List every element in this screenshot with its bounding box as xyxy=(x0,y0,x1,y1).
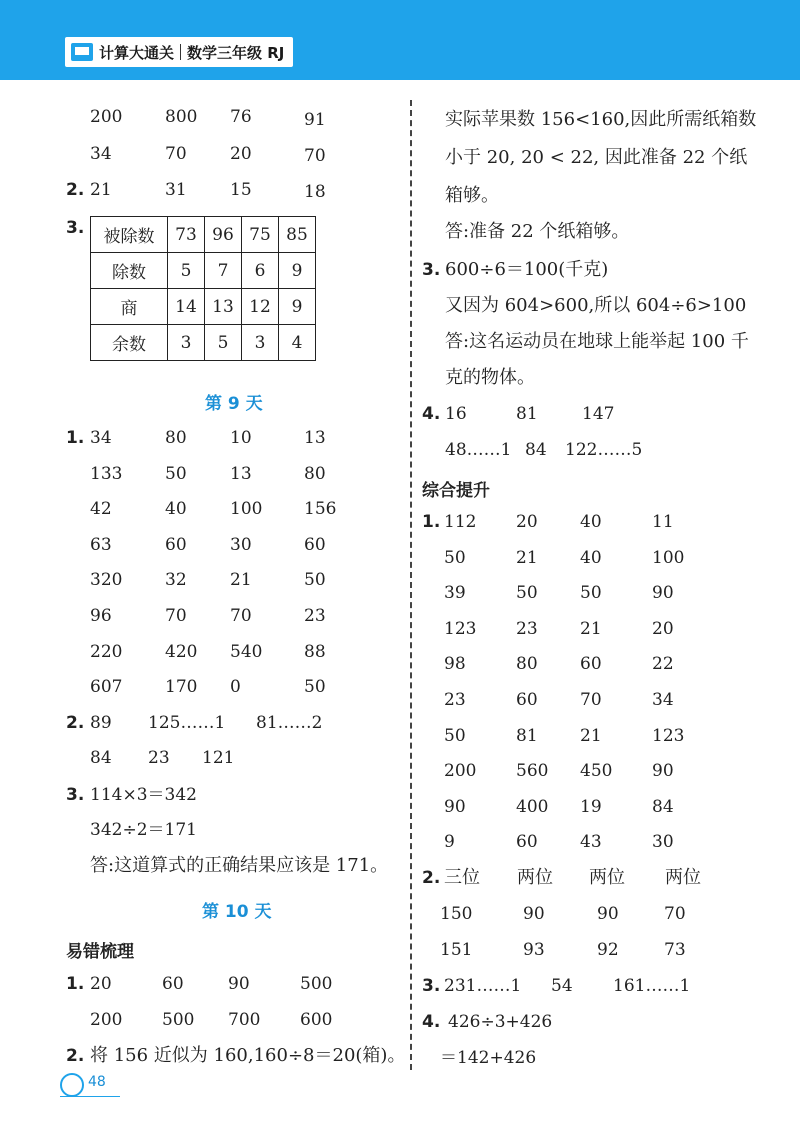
text-line: 小于 20, 20 < 22, 因此准备 22 个纸 xyxy=(445,147,748,168)
cell: 30 xyxy=(652,832,674,853)
cell: 21 xyxy=(90,180,112,200)
cell: 133 xyxy=(90,463,123,484)
cell: 170 xyxy=(165,677,198,698)
cell: 84 xyxy=(652,796,674,817)
cell: 200 xyxy=(90,107,123,127)
table-cell: 9 xyxy=(279,253,316,289)
cell: 560 xyxy=(516,761,549,782)
question-number: 2. xyxy=(66,713,85,733)
cell: 48……1 xyxy=(445,440,512,460)
cell: 500 xyxy=(300,974,333,994)
equation: 600÷6＝100(千克) xyxy=(445,259,609,280)
cell: 231……1 xyxy=(444,976,522,996)
cell: 91 xyxy=(304,110,326,130)
table-cell: 3 xyxy=(242,325,279,361)
cell: 21 xyxy=(516,547,538,568)
header-title: 计算大通关 xyxy=(99,43,175,62)
question-number: 3. xyxy=(422,976,441,996)
question-number: 1. xyxy=(422,512,441,532)
cell: 70 xyxy=(230,606,252,626)
cell: 81 xyxy=(516,725,538,746)
question-number: 3. xyxy=(66,785,85,805)
cell: 600 xyxy=(300,1010,333,1030)
cell: 80 xyxy=(304,463,326,484)
cell: 32 xyxy=(165,570,187,591)
cell: 10 xyxy=(230,428,252,448)
question-number: 3. xyxy=(66,218,85,238)
cell: 0 xyxy=(230,677,241,698)
cell: 80 xyxy=(516,654,538,675)
cell: 84 xyxy=(525,440,547,460)
cell: 两位 xyxy=(589,867,625,888)
cell: 84 xyxy=(90,748,112,768)
cell: 31 xyxy=(165,180,187,200)
table-cell: 75 xyxy=(242,217,279,253)
cell: 42 xyxy=(90,499,112,520)
cell: 23 xyxy=(304,606,326,626)
cell: 400 xyxy=(516,796,549,817)
equation: ＝142+426 xyxy=(440,1048,537,1068)
cell: 39 xyxy=(444,583,466,604)
cell: 80 xyxy=(165,428,187,448)
cell: 90 xyxy=(228,974,250,994)
cell: 156 xyxy=(304,499,337,520)
table-cell: 5 xyxy=(168,253,205,289)
footer-line xyxy=(60,1096,120,1097)
header-tag xyxy=(65,37,293,67)
column-divider xyxy=(410,100,412,1070)
cell: 81……2 xyxy=(256,713,323,733)
question-number: 2. xyxy=(422,868,441,888)
cell: 13 xyxy=(230,463,252,484)
cell: 23 xyxy=(148,748,170,768)
table-cell: 余数 xyxy=(91,325,168,361)
cell: 两位 xyxy=(665,867,701,888)
cell: 60 xyxy=(304,534,326,555)
cell: 21 xyxy=(580,618,602,639)
cell: 147 xyxy=(582,404,615,424)
cell: 96 xyxy=(90,606,112,626)
text-line: 克的物体。 xyxy=(445,367,535,388)
answer-text: 答:这名运动员在地球上能举起 100 千 xyxy=(445,331,749,352)
equation: 114×3＝342 xyxy=(90,785,197,805)
equation: 342÷2＝171 xyxy=(90,820,197,840)
cell: 220 xyxy=(90,641,123,662)
sun-icon xyxy=(60,1073,84,1097)
cell: 50 xyxy=(304,570,326,591)
question-number: 4. xyxy=(422,1012,441,1032)
table-cell: 4 xyxy=(279,325,316,361)
cell: 50 xyxy=(516,583,538,604)
cell: 60 xyxy=(165,534,187,555)
cell: 23 xyxy=(444,690,466,710)
table-cell: 85 xyxy=(279,217,316,253)
question-number: 4. xyxy=(422,404,441,424)
cell: 607 xyxy=(90,677,123,698)
cell: 540 xyxy=(230,641,263,662)
table-cell: 除数 xyxy=(91,253,168,289)
table-cell: 3 xyxy=(168,325,205,361)
cell: 60 xyxy=(162,974,184,994)
text-line: 实际苹果数 156<160,因此所需纸箱数 xyxy=(445,109,757,130)
cell: 20 xyxy=(90,974,112,994)
table-cell: 13 xyxy=(205,289,242,325)
text-line: 又因为 604>600,所以 604÷6>100 xyxy=(445,295,747,316)
cell: 100 xyxy=(230,499,263,520)
text-line: 箱够。 xyxy=(445,185,499,206)
table-cell: 14 xyxy=(168,289,205,325)
cell: 70 xyxy=(165,606,187,626)
cell: 20 xyxy=(652,618,674,639)
cell: 112 xyxy=(444,512,477,532)
table-cell: 7 xyxy=(205,253,242,289)
cell: 34 xyxy=(90,144,112,164)
cell: 34 xyxy=(90,428,112,448)
cell: 63 xyxy=(90,534,112,555)
table-cell: 73 xyxy=(168,217,205,253)
cell: 34 xyxy=(652,690,674,710)
cell: 92 xyxy=(597,940,619,960)
cell: 60 xyxy=(516,690,538,710)
book-icon xyxy=(71,43,93,61)
cell: 90 xyxy=(652,761,674,782)
cell: 50 xyxy=(580,583,602,604)
cell: 90 xyxy=(523,904,545,924)
cell: 70 xyxy=(304,146,326,166)
cell: 161……1 xyxy=(613,976,691,996)
cell: 200 xyxy=(444,761,477,782)
day-9-title: 第 9 天 xyxy=(205,394,263,414)
table-cell: 5 xyxy=(205,325,242,361)
question-number: 2. xyxy=(66,1046,85,1066)
cell: 60 xyxy=(580,654,602,675)
table-cell: 96 xyxy=(205,217,242,253)
cell: 9 xyxy=(444,832,455,853)
cell: 20 xyxy=(230,144,252,164)
cell: 70 xyxy=(165,144,187,164)
cell: 70 xyxy=(664,904,686,924)
cell: 420 xyxy=(165,641,198,662)
question-number: 1. xyxy=(66,974,85,994)
cell: 16 xyxy=(445,404,467,424)
cell: 40 xyxy=(580,512,602,532)
cell: 15 xyxy=(230,180,252,200)
cell: 50 xyxy=(304,677,326,698)
cell: 73 xyxy=(664,940,686,960)
cell: 88 xyxy=(304,641,326,662)
day-10-title: 第 10 天 xyxy=(202,902,272,922)
section-heading: 易错梳理 xyxy=(66,942,134,962)
page-number: 48 xyxy=(88,1074,106,1090)
cell: 13 xyxy=(304,428,326,448)
cell: 54 xyxy=(551,976,573,996)
cell: 81 xyxy=(516,404,538,424)
cell: 123 xyxy=(652,725,685,746)
cell: 90 xyxy=(597,904,619,924)
cell: 两位 xyxy=(517,867,553,888)
answer-text: 答:这道算式的正确结果应该是 171。 xyxy=(90,855,389,876)
cell: 122……5 xyxy=(565,440,643,460)
cell: 30 xyxy=(230,534,252,555)
cell: 50 xyxy=(165,463,187,484)
question-number: 2. xyxy=(66,180,85,200)
cell: 22 xyxy=(652,654,674,675)
cell: 90 xyxy=(652,583,674,604)
cell: 98 xyxy=(444,654,466,675)
table-cell: 被除数 xyxy=(91,217,168,253)
cell: 60 xyxy=(516,832,538,853)
cell: 40 xyxy=(580,547,602,568)
cell: 151 xyxy=(440,940,473,960)
cell: 93 xyxy=(523,940,545,960)
table-cell: 商 xyxy=(91,289,168,325)
answer-text: 答:准备 22 个纸箱够。 xyxy=(445,221,630,242)
table-cell: 9 xyxy=(279,289,316,325)
cell: 20 xyxy=(516,512,538,532)
cell: 121 xyxy=(202,748,235,768)
cell: 500 xyxy=(162,1010,195,1030)
cell: 76 xyxy=(230,107,252,127)
cell: 450 xyxy=(580,761,613,782)
section-heading: 综合提升 xyxy=(422,481,490,501)
cell: 90 xyxy=(444,796,466,817)
cell: 21 xyxy=(580,725,602,746)
cell: 18 xyxy=(304,182,326,202)
cell: 150 xyxy=(440,904,473,924)
cell: 320 xyxy=(90,570,123,591)
cell: 200 xyxy=(90,1010,123,1030)
table-cell: 12 xyxy=(242,289,279,325)
cell: 21 xyxy=(230,570,252,591)
cell: 800 xyxy=(165,107,198,127)
cell: 89 xyxy=(90,713,112,733)
cell: 43 xyxy=(580,832,602,853)
cell: 40 xyxy=(165,499,187,520)
question-number: 1. xyxy=(66,428,85,448)
cell: 23 xyxy=(516,618,538,639)
cell: 19 xyxy=(580,796,602,817)
header-separator xyxy=(180,44,181,60)
question-text: 将 156 近似为 160,160÷8＝20(箱)。 xyxy=(90,1045,406,1066)
cell: 100 xyxy=(652,547,685,568)
cell: 三位 xyxy=(444,867,480,888)
cell: 125……1 xyxy=(148,713,226,733)
cell: 70 xyxy=(580,690,602,710)
cell: 700 xyxy=(228,1010,261,1030)
equation: 426÷3+426 xyxy=(448,1012,553,1032)
table-cell: 6 xyxy=(242,253,279,289)
division-table xyxy=(90,216,316,361)
question-number: 3. xyxy=(422,260,441,280)
cell: 11 xyxy=(652,512,674,532)
header-subtitle: 数学三年级 RJ xyxy=(187,43,285,62)
cell: 50 xyxy=(444,547,466,568)
cell: 123 xyxy=(444,618,477,639)
cell: 50 xyxy=(444,725,466,746)
